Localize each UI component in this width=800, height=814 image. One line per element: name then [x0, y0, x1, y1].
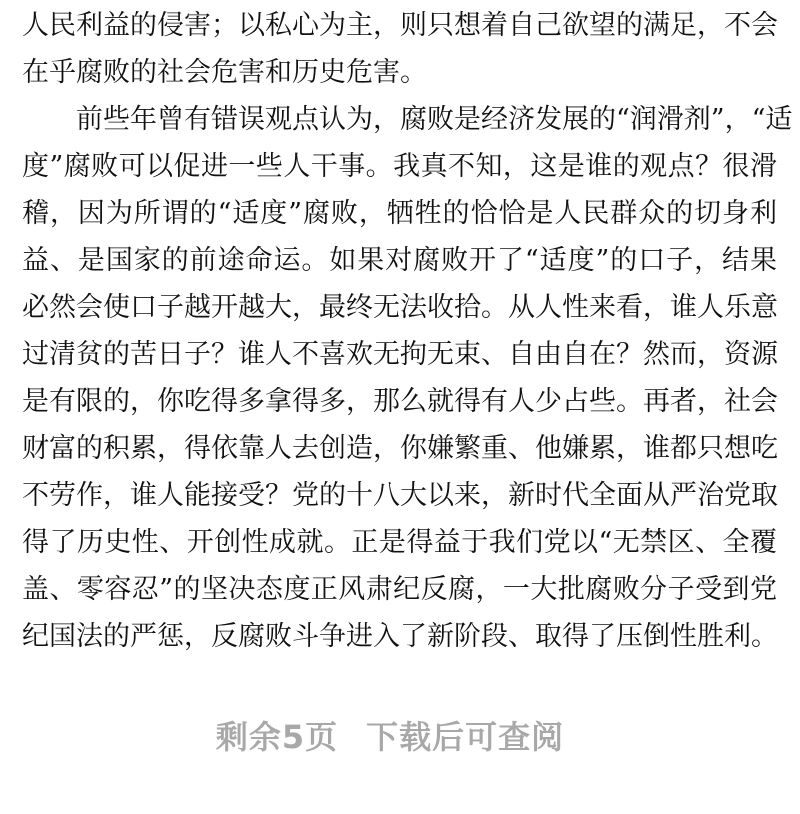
download-to-view-label[interactable]: 下载后可查阅 [366, 718, 565, 756]
text-line: 得了历史性、开创性成就。正是得益于我们党以“无禁区、全覆 [22, 527, 777, 558]
text-line: 益、是国家的前途命运。如果对腐败开了“适度”的口子，结果 [22, 245, 777, 276]
text-line: 是有限的，你吃得多拿得多，那么就得有人少占些。再者，社会 [22, 386, 778, 417]
text-line: 稽，因为所谓的“适度”腐败，牺牲的恰恰是人民群众的切身利 [22, 198, 777, 229]
text-line: 纪国法的严惩，反腐败斗争进入了新阶段、取得了压倒性胜利。 [22, 621, 778, 652]
document-body [22, 2, 793, 660]
text-line: 必然会使口子越开越大，最终无法收拾。从人性来看，谁人乐意 [22, 292, 778, 323]
text-line: 在乎腐败的社会危害和历史危害。 [22, 57, 427, 88]
text-line: 不劳作，谁人能接受？党的十八大以来，新时代全面从严治党取 [22, 480, 778, 511]
text-line: 度”腐败可以促进一些人干事。我真不知，这是谁的观点？很滑 [22, 151, 777, 182]
download-prompt[interactable] [0, 712, 780, 758]
text-line: 过清贫的苦日子？谁人不喜欢无拘无束、自由自在？然而，资源 [22, 339, 778, 370]
remaining-pages-label: 剩余5页 [215, 718, 339, 756]
text-line: 财富的积累，得依靠人去创造，你嫌繁重、他嫌累，谁都只想吃 [22, 433, 778, 464]
text-line: 人民利益的侵害；以私心为主，则只想着自己欲望的满足，不会 [22, 10, 778, 41]
text-line: 前些年曾有错误观点认为，腐败是经济发展的“润滑剂”，“适 [22, 104, 793, 135]
text-line: 盖、零容忍”的坚决态度正风肃纪反腐，一大批腐败分子受到党 [22, 574, 777, 605]
